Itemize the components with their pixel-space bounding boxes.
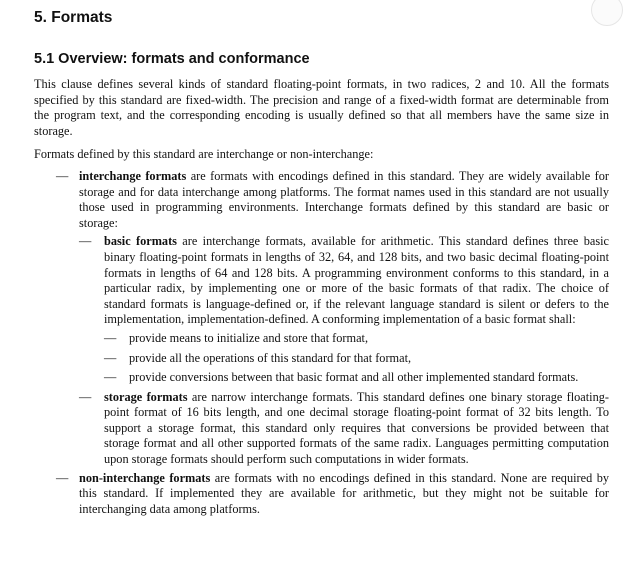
corner-decoration [591, 0, 623, 26]
dash-bullet: — [104, 350, 117, 365]
term-basic: basic formats [104, 234, 177, 249]
dash-bullet: — [56, 168, 69, 183]
list-item [104, 370, 609, 386]
section-heading: 5. Formats [34, 9, 113, 26]
subsection-heading: 5.1 Overview: formats and conformance [34, 51, 310, 67]
noninterchange-text [79, 471, 609, 518]
dash-bullet: — [56, 470, 69, 485]
dash-bullet: — [104, 330, 117, 345]
interchange-text [79, 169, 609, 231]
intro-paragraph: This clause defines several kinds of standard floating-point formats, in two radices, 2 and 10. All the formats specified by this standard are fixed-width. The precision and range of a fixed-width format are determinable from the program text, and the corresponding encoding is usually defined so that all members have the same size in storage. [34, 77, 609, 138]
document-page [34, 8, 609, 520]
list-item-basic [79, 234, 609, 385]
list-item [104, 351, 609, 367]
noninterchange-description: are formats with no encodings defined in this standard. None are required by this standard. If implemented they are available for arithmetic, but they might not be suitable for interchanging data among platforms. [79, 470, 609, 516]
list-item-interchange [34, 169, 609, 468]
basic-description: are interchange formats, available for arithmetic. This standard defines three basic binary floating-point formats in lengths of 32, 64, and 128 bits, and two basic decimal floating-point formats in lengths of 64 and 128 bits. A programming environment conforms to this standard, in a particular radix, by implementing one or more of the basic formats of that radix. The choice of standard formats is language-defined or, if the relevant language standard is silent or defers to the implementation, implementation-defined. A conforming implementation of a basic format shall: [104, 234, 609, 327]
interchange-sublist [79, 234, 609, 467]
basic-text [104, 234, 609, 328]
requirement-text: provide means to initialize and store that format, [129, 330, 369, 345]
list-item-storage [79, 390, 609, 468]
term-storage: storage formats [104, 389, 188, 404]
dash-bullet: — [79, 234, 92, 249]
basic-requirements-list [104, 331, 609, 386]
dash-bullet: — [104, 370, 117, 385]
term-interchange: interchange formats [79, 168, 187, 183]
list-item [104, 331, 609, 347]
requirement-text: provide all the operations of this standard for that format, [129, 350, 412, 365]
term-noninterchange: non-interchange formats [79, 470, 211, 485]
format-kinds-list [34, 169, 609, 517]
storage-text [104, 390, 609, 468]
list-item-noninterchange [34, 471, 609, 518]
storage-description: are narrow interchange formats. This standard defines one binary storage floating-point format of 16 bits length, and one decimal storage floating-point format of 32 bits length. To support a storage format, this standard only requires that conversions be provided between that storage format and all other supported formats of the same radix. Languages permitting computation upon storage formats should perform such computations in wider formats. [104, 389, 609, 467]
requirement-text: provide conversions between that basic format and all other implemented standard formats. [129, 370, 579, 385]
interchange-description: are formats with encodings defined in this standard. They are widely available for storage and for data interchange among platforms. The format names used in this standard are not usually those used in programming environments. Interchange formats defined by this standard are basic or storage: [79, 168, 610, 230]
formats-intro-paragraph: Formats defined by this standard are interchange or non-interchange: [34, 147, 374, 162]
dash-bullet: — [79, 389, 92, 404]
